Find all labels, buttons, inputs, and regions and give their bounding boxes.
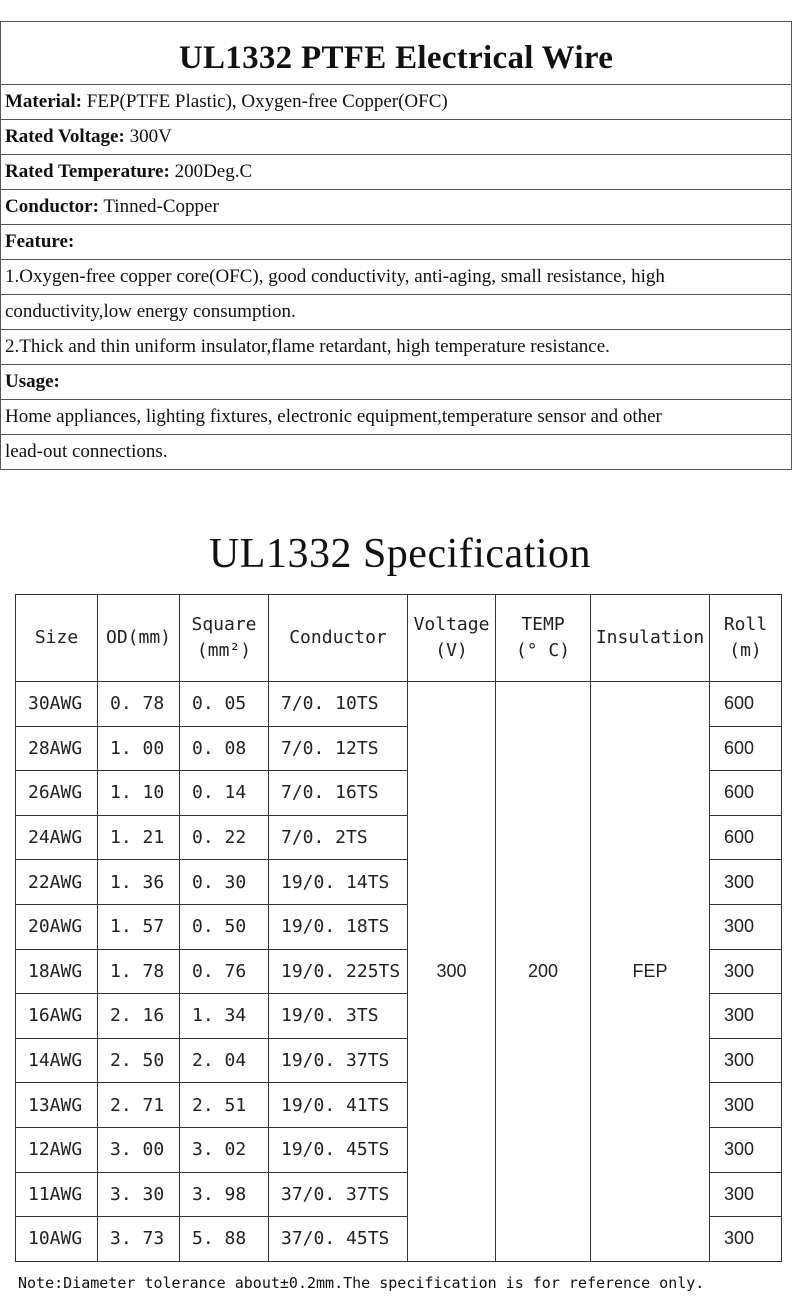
rated-voltage-row [1, 120, 791, 155]
cell-roll: 600 [710, 726, 782, 771]
usage-label: Usage: [5, 371, 60, 392]
cell-square: 5. 88 [180, 1217, 269, 1262]
cell-conductor: 19/0. 41TS [269, 1083, 408, 1128]
spec-title: UL1332 Specification [208, 531, 592, 577]
cell-roll: 300 [710, 1127, 782, 1172]
cell-od: 3. 00 [98, 1127, 180, 1172]
cell-square: 0. 08 [180, 726, 269, 771]
cell-od: 2. 16 [98, 994, 180, 1039]
cell-conductor: 19/0. 18TS [269, 904, 408, 949]
cell-od: 2. 71 [98, 1083, 180, 1128]
material-label: Material: [5, 91, 83, 112]
cell-roll: 300 [710, 904, 782, 949]
usage-line-b: lead-out connections. [5, 441, 168, 462]
cell-size: 16AWG [16, 994, 98, 1039]
cell-roll: 300 [710, 994, 782, 1039]
cell-roll: 300 [710, 1172, 782, 1217]
cell-insulation: FEP [591, 682, 710, 1262]
cell-size: 12AWG [16, 1127, 98, 1172]
material-row [1, 85, 791, 120]
cell-od: 1. 21 [98, 815, 180, 860]
rated-voltage-label: Rated Voltage: [5, 126, 125, 147]
cell-temp: 200 [496, 682, 591, 1262]
product-info-box [0, 21, 792, 470]
material-value: FEP(PTFE Plastic), Oxygen-free Copper(OFC) [82, 91, 448, 112]
cell-od: 3. 73 [98, 1217, 180, 1262]
cell-size: 30AWG [16, 682, 98, 727]
spec-table [15, 594, 782, 1262]
usage-heading-row [1, 365, 791, 400]
cell-size: 11AWG [16, 1172, 98, 1217]
cell-od: 1. 36 [98, 860, 180, 905]
cell-square: 0. 14 [180, 771, 269, 816]
cell-conductor: 7/0. 10TS [269, 682, 408, 727]
cell-size: 24AWG [16, 815, 98, 860]
cell-conductor: 19/0. 37TS [269, 1038, 408, 1083]
feature-1-line-b: conductivity,low energy consumption. [1, 295, 791, 330]
cell-conductor: 19/0. 14TS [269, 860, 408, 905]
cell-size: 20AWG [16, 904, 98, 949]
cell-roll: 600 [710, 771, 782, 816]
cell-square: 0. 50 [180, 904, 269, 949]
cell-square: 0. 30 [180, 860, 269, 905]
header-insulation: Insulation [591, 595, 710, 682]
cell-voltage: 300 [408, 682, 496, 1262]
product-title: UL1332 PTFE Electrical Wire [1, 22, 791, 85]
usage-line-a: Home appliances, lighting fixtures, electronic equipment,temperature sensor and other [1, 400, 791, 435]
cell-od: 1. 57 [98, 904, 180, 949]
header-size: Size [16, 595, 98, 682]
cell-conductor: 7/0. 16TS [269, 771, 408, 816]
cell-roll: 300 [710, 949, 782, 994]
table-row [16, 682, 782, 727]
header-voltage: Voltage (V) [408, 595, 496, 682]
cell-od: 1. 78 [98, 949, 180, 994]
tolerance-note: Note:Diameter tolerance about±0.2mm.The specification is for reference only. [18, 1274, 705, 1292]
feature-heading-row [1, 225, 791, 260]
feature-2: 2.Thick and thin uniform insulator,flame retardant, high temperature resistance. [1, 330, 791, 365]
cell-roll: 300 [710, 1217, 782, 1262]
cell-size: 14AWG [16, 1038, 98, 1083]
cell-size: 28AWG [16, 726, 98, 771]
cell-conductor: 19/0. 45TS [269, 1127, 408, 1172]
rated-voltage-value: 300V [124, 126, 172, 147]
cell-conductor: 19/0. 3TS [269, 994, 408, 1039]
cell-od: 2. 50 [98, 1038, 180, 1083]
rated-temperature-label: Rated Temperature: [5, 161, 170, 182]
header-temp: TEMP (° C) [496, 595, 591, 682]
cell-roll: 600 [710, 815, 782, 860]
cell-square: 0. 05 [180, 682, 269, 727]
rated-temperature-row [1, 155, 791, 190]
conductor-row [1, 190, 791, 225]
cell-square: 0. 76 [180, 949, 269, 994]
cell-square: 3. 02 [180, 1127, 269, 1172]
cell-square: 3. 98 [180, 1172, 269, 1217]
cell-conductor: 37/0. 37TS [269, 1172, 408, 1217]
cell-conductor: 7/0. 12TS [269, 726, 408, 771]
conductor-value: Tinned-Copper [98, 196, 219, 217]
cell-square: 2. 04 [180, 1038, 269, 1083]
cell-size: 10AWG [16, 1217, 98, 1262]
cell-roll: 300 [710, 1083, 782, 1128]
cell-roll: 300 [710, 860, 782, 905]
conductor-label: Conductor: [5, 196, 99, 217]
cell-od: 1. 00 [98, 726, 180, 771]
cell-size: 18AWG [16, 949, 98, 994]
spec-header-row [16, 595, 782, 682]
cell-roll: 300 [710, 1038, 782, 1083]
cell-od: 0. 78 [98, 682, 180, 727]
cell-size: 26AWG [16, 771, 98, 816]
cell-roll: 600 [710, 682, 782, 727]
rated-temperature-value: 200Deg.C [169, 161, 253, 182]
header-square: Square (mm²) [180, 595, 269, 682]
header-od: OD(mm) [98, 595, 180, 682]
cell-square: 0. 22 [180, 815, 269, 860]
cell-size: 22AWG [16, 860, 98, 905]
header-roll: Roll (m) [710, 595, 782, 682]
feature-label: Feature: [5, 231, 75, 252]
cell-conductor: 19/0. 225TS [269, 949, 408, 994]
cell-square: 1. 34 [180, 994, 269, 1039]
cell-size: 13AWG [16, 1083, 98, 1128]
feature-1-line-a: 1.Oxygen-free copper core(OFC), good conductivity, anti-aging, small resistance, high [1, 260, 791, 295]
cell-square: 2. 51 [180, 1083, 269, 1128]
cell-conductor: 37/0. 45TS [269, 1217, 408, 1262]
cell-conductor: 7/0. 2TS [269, 815, 408, 860]
cell-od: 1. 10 [98, 771, 180, 816]
cell-od: 3. 30 [98, 1172, 180, 1217]
header-conductor: Conductor [269, 595, 408, 682]
